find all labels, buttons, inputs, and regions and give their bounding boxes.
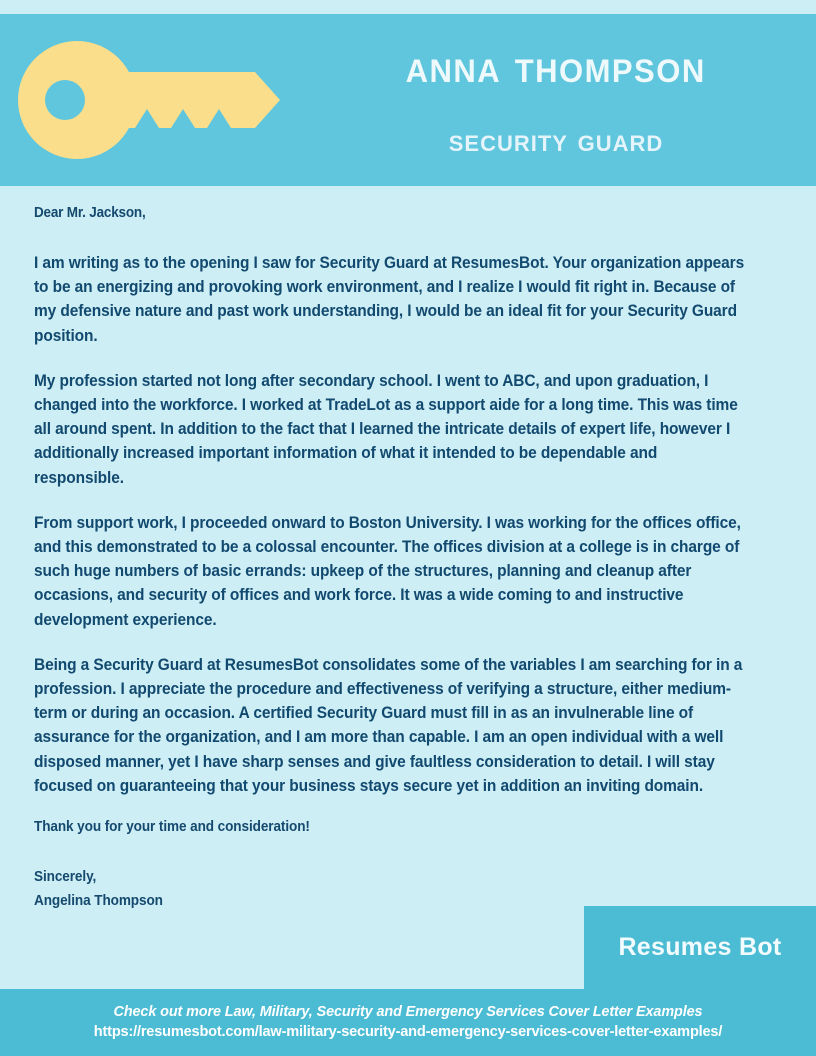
resumes-bot-badge [584,906,816,989]
key-icon [18,41,290,159]
footer-url[interactable]: https://resumesbot.com/law-military-security-and-emergency-services-cover-letter-examples/ [93,1024,723,1040]
header-band [0,14,816,186]
letter-paragraph: I am writing as to the opening I saw for Security Guard at ResumesBot. Your organization appears to be an energizing and provoking work environment, and I realize I would fit right in. Because of my defensive nature and past work understanding, I would be an ideal fit for your Security Guard position. [34,254,745,345]
footer-band [0,989,816,1056]
footer-tagline: Check out more Law, Military, Security and Emergency Services Cover Letter Examples [113,1004,703,1020]
page-title: anna thompson [405,41,707,92]
letter-paragraph: My profession started not long after secondary school. I went to ABC, and upon graduation, I changed into the workforce. I worked at TradeLot as a support aide for a long time. This was time all around spent. In addition to the fact that I learned the intricate details of expert life, however I additionally increased important information of what it intended to be dependable and responsible. [34,371,738,487]
closing-line: Sincerely, [34,869,97,886]
header-text-block [296,14,816,186]
salutation: Dear Mr. Jackson, [34,205,146,221]
signature-name: Angelina Thompson [34,893,163,910]
thank-you-line: Thank you for your time and consideration! [34,819,310,836]
page-subtitle: security guard [448,123,664,158]
letter-paragraph: Being a Security Guard at ResumesBot consolidates some of the variables I am searching for in a profession. I appreciate the procedure and effectiveness of verifying a structure, either medium-term or during an occasion. A certified Security Guard must fill in as an invulnerable line of assurance for the organization, and I am more than capable. I am an open individual with a well disposed manner, yet I have sharp senses and give faultless consideration to detail. I will stay focused on guaranteeing that your business stays secure yet in addition an inviting domain. [34,655,743,795]
letter-body [34,205,782,913]
letter-paragraph: From support work, I proceeded onward to Boston University. I was working for the offices office, and this demonstrated to be a colossal encounter. The offices division at a college is in charge of such huge numbers of basic errands: upkeep of the structures, planning and cleanup after occasions, and security of offices and work force. It was a wide coming to and instructive development experience. [34,513,741,629]
resumes-bot-label: Resumes Bot [618,933,782,961]
